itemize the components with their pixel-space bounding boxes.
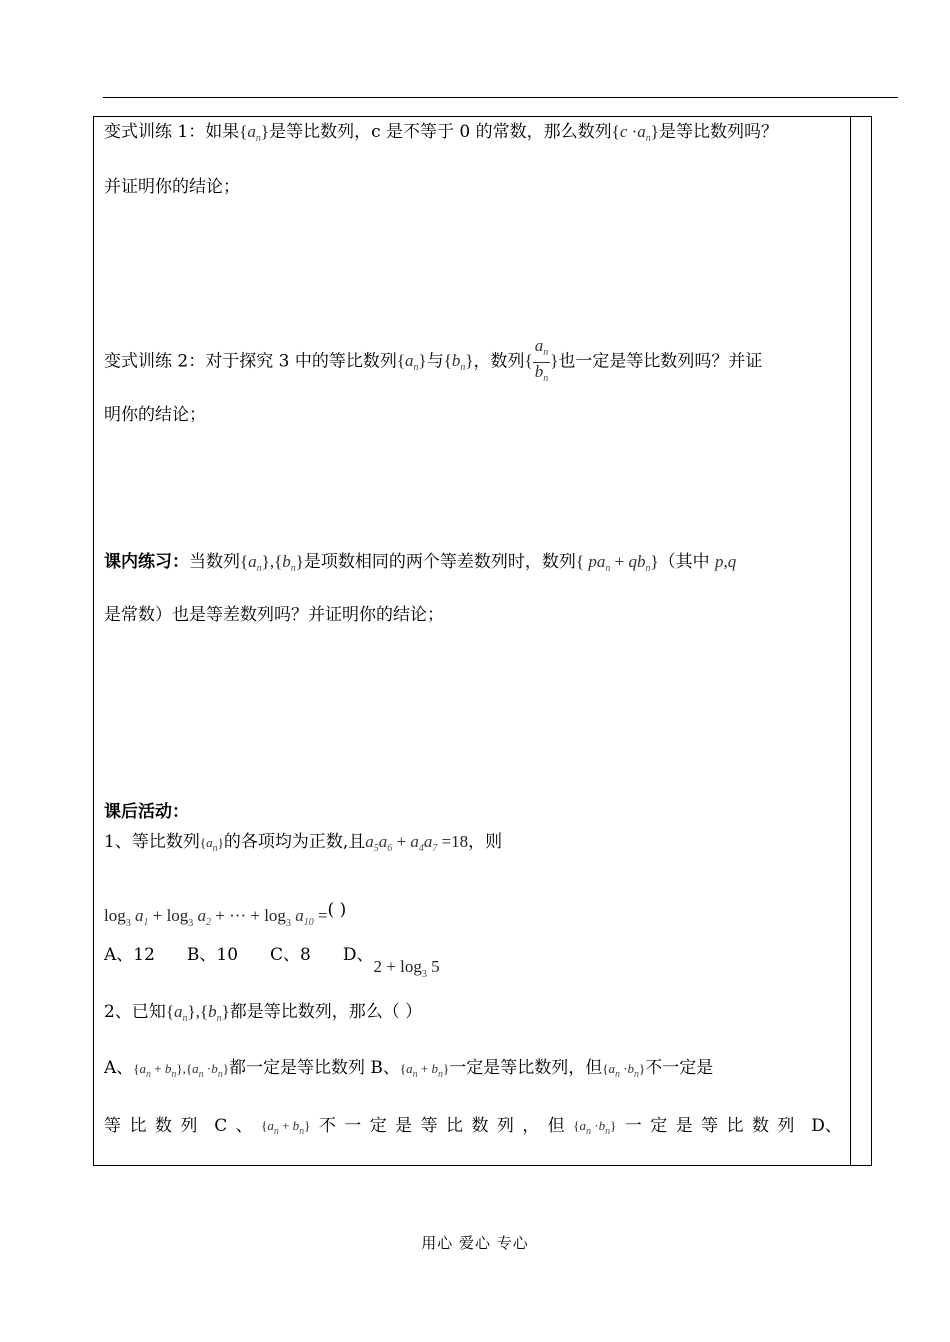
math-an-bn: $\{a_n\},\{b_n\}$: [165, 1002, 230, 1024]
question-1-line-1: [104, 830, 502, 861]
char: 不: [318, 1116, 336, 1136]
char: 一: [344, 1116, 362, 1136]
char: 是: [675, 1116, 693, 1136]
question-1-text-2: 的各项均为正数,且: [223, 832, 366, 852]
answer-blank: ( ): [327, 900, 347, 920]
char: 一: [624, 1116, 642, 1136]
math-an-bn: $\{a_n\},\{b_n\}$: [240, 552, 304, 574]
option-a: A、12: [104, 945, 155, 965]
char: 比: [446, 1116, 464, 1136]
table-column-divider: [850, 116, 851, 1166]
math-option-a: $\{a_n + b_n\},\{a_n \cdot b_n\}$: [133, 1061, 229, 1080]
question-1-text-3: ，则: [468, 832, 503, 852]
char: 等: [104, 1116, 121, 1136]
math-an-over-bn: { $\frac{a_n}{b_n}$ }: [524, 336, 559, 384]
option-b-text-2: 不一定是: [645, 1058, 714, 1078]
math-bn: $\{b_n\}$: [443, 351, 474, 374]
variation-2-line-2: 明你的结论；: [104, 405, 206, 425]
variation-2-label: 变式训练 2：对于探究 3 中的等比数列: [104, 351, 397, 372]
option-a-text: 都一定是等比数列: [228, 1058, 365, 1078]
question-2-line-3: [104, 1114, 842, 1144]
variation-1-text: 是等比数列，c 是不等于 0 的常数，那么数列: [269, 122, 612, 142]
question-1-text: 1、等比数列: [104, 832, 200, 852]
math-option-c-2: $\{a_n \cdot b_n\}$: [573, 1118, 617, 1137]
variation-1-question: 是等比数列吗？: [658, 122, 778, 142]
option-b-text: 一定是等比数列，但: [449, 1058, 603, 1078]
math-log-sum: $\log_3 a_1 + \log_3 a_2$ + ··· + $\log_3 a_{10}$: [104, 906, 314, 929]
char: 等: [701, 1116, 719, 1136]
math-an: $\{a_n\}$: [239, 122, 270, 144]
question-2-text-2: 都是等比数列，那么（ ）: [229, 1002, 423, 1022]
char: 数: [751, 1116, 769, 1136]
page-footer: 用心 爱心 专心: [421, 1234, 529, 1252]
math-option-b-1: $\{a_n + b_n\}$: [399, 1061, 450, 1080]
practice-label: 课内练习：: [104, 552, 189, 572]
math-option-c-1: $\{a_n + b_n\}$: [261, 1118, 311, 1137]
after-class-label: 课后活动：: [104, 802, 189, 822]
question-1-options: [104, 943, 440, 987]
question-2-line-2: [104, 1056, 713, 1087]
math-pan-qbn: { $pa_n + qb_n$}: [575, 552, 659, 574]
option-d: D、: [342, 945, 374, 965]
option-d-label: D、: [811, 1116, 842, 1136]
char: 比: [726, 1116, 744, 1136]
char: 列: [496, 1116, 514, 1136]
variation-1-line-1: [104, 120, 778, 151]
char: 等: [420, 1116, 438, 1136]
option-a-label: A、: [104, 1058, 134, 1078]
char: 列: [180, 1116, 198, 1136]
option-b: B、10: [186, 945, 239, 965]
char: 数: [471, 1116, 489, 1136]
option-b-label: B、: [370, 1058, 400, 1078]
char: 、: [235, 1116, 253, 1136]
char: 是: [395, 1116, 413, 1136]
question-2-line-1: [104, 1000, 422, 1031]
char: ，: [522, 1116, 540, 1136]
question-1-line-2: [104, 898, 346, 936]
practice-line-1: [104, 550, 736, 581]
option-c-label: C: [214, 1116, 228, 1136]
math-option-b-2: $\{a_n \cdot b_n\}$: [602, 1061, 646, 1080]
practice-text-0: 当数列: [189, 552, 240, 572]
math-p-q: p,q: [715, 552, 737, 571]
variation-1-label: 变式训练 1：如果: [104, 122, 240, 142]
variation-2-line-1: [104, 337, 762, 388]
char: 定: [369, 1116, 387, 1136]
math-an: $\{a_n\}$: [396, 351, 427, 374]
variation-2-text: ，数列: [473, 351, 525, 372]
math-equals: =: [317, 906, 328, 925]
math-condition: $a_5a_6 + a_4a_7 =18$: [365, 832, 469, 854]
char: 比: [129, 1116, 147, 1136]
option-c: C、8: [270, 945, 311, 965]
char: 但: [547, 1116, 565, 1136]
practice-line-2: 是常数）也是等差数列吗？并证明你的结论；: [104, 605, 444, 625]
header-rule: [103, 97, 898, 98]
variation-2-question: 也一定是等比数列吗？并证: [558, 351, 763, 372]
math-option-d: $2 + \log_3 5$: [373, 957, 440, 980]
char: 列: [777, 1116, 795, 1136]
practice-text-1: 是项数相同的两个等差数列时，数列: [303, 552, 576, 572]
char: 定: [650, 1116, 668, 1136]
variation-1-line-2: 并证明你的结论；: [104, 177, 240, 197]
variation-2-and: 与: [426, 351, 444, 372]
math-c-an: $\{c \cdot a_n\}$: [611, 122, 659, 144]
practice-text-2: （其中: [658, 552, 710, 572]
math-an-small: $\{a_n\}$: [199, 835, 224, 854]
question-2-text: 2、已知: [104, 1002, 166, 1022]
char: 数: [154, 1116, 172, 1136]
